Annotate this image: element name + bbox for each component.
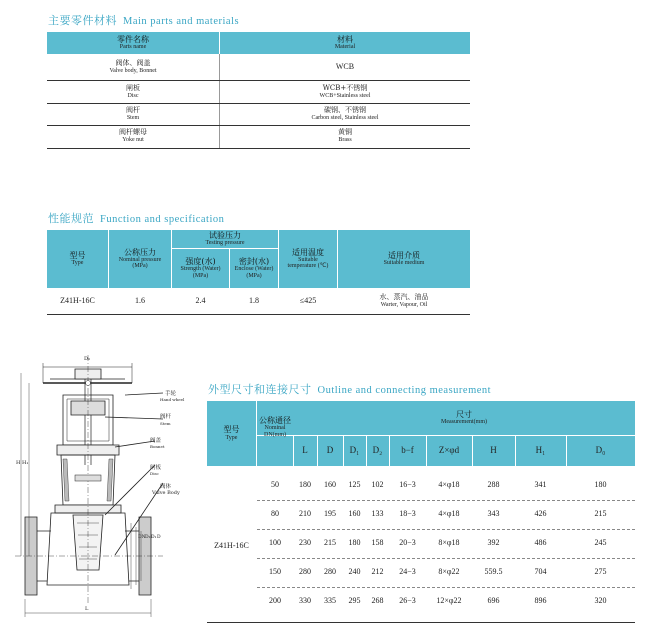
dims-col-header: D₂ <box>372 445 383 456</box>
material-en: WCB+Stainless steel <box>319 92 371 99</box>
dims-title-cn: 外型尺寸和连接尺寸 <box>208 383 312 396</box>
dims-col-header: D₁ <box>349 445 360 456</box>
dims-row-divider <box>257 587 635 588</box>
dims-value-cell: 4×φ18 <box>438 480 460 489</box>
dims-value-cell: 4×φ18 <box>438 509 460 518</box>
dims-value-cell: 8×φ18 <box>438 538 460 547</box>
materials-row-mat <box>220 56 470 78</box>
strength-header-unit: (MPa) <box>192 272 209 279</box>
dims-dn-cell: 50 <box>271 480 279 489</box>
dims-value-cell: 295 <box>348 596 361 605</box>
materials-row <box>47 82 219 102</box>
dims-bottom-rule <box>207 622 635 623</box>
dims-value-cell: 559.5 <box>484 567 503 576</box>
dims-value-cell: 212 <box>371 567 384 576</box>
seal-header-unit: (MPa) <box>246 272 262 279</box>
part-name-cn: 闸板 <box>126 84 140 93</box>
spec-header-seal <box>230 249 278 288</box>
dims-value-cell: 102 <box>371 480 384 489</box>
dim-label-d: D <box>157 535 161 540</box>
dims-value-cell: 320 <box>594 596 607 605</box>
dims-value-cell: 335 <box>324 596 336 605</box>
dims-col-header: b−f <box>401 445 414 456</box>
label-handwheel <box>165 389 176 397</box>
material-en: Carbon steel, Stainless steel <box>311 114 379 121</box>
seal-header-cn: 密封(水) <box>238 257 270 266</box>
dims-row-divider <box>257 500 635 501</box>
label-disc-cn: 闸板 <box>150 465 162 471</box>
dims-value-cell: 426 <box>534 509 547 518</box>
dims-value-cell: 160 <box>348 509 361 518</box>
temp-header-en1: Suitable <box>298 256 318 263</box>
dims-value-cell: 280 <box>324 567 336 576</box>
label-bonnet-en: Bonnet <box>150 444 165 449</box>
dims-value-cell: 125 <box>348 480 361 489</box>
dims-value-cell: 160 <box>324 480 336 489</box>
materials-title-en: Main parts and materials <box>123 16 240 27</box>
dims-dn-cell: 100 <box>269 538 281 547</box>
dims-value-cell: 16−3 <box>399 480 416 489</box>
material-cn: 碳钢、不锈钢 <box>324 106 366 115</box>
label-stem <box>160 412 171 420</box>
dims-col-header: H₁ <box>535 445 546 456</box>
model-header-cn: 型号 <box>69 250 86 260</box>
dims-value-cell: 280 <box>299 567 311 576</box>
dims-value-cell: 341 <box>534 480 547 489</box>
materials-row-mat <box>220 82 470 102</box>
material-cn: 黄铜 <box>338 128 352 137</box>
pressure-header-en: Nominal pressure <box>118 256 162 263</box>
medium-en: Warter, Vapour, Oil <box>380 301 428 308</box>
part-name-en: Stem <box>126 114 140 121</box>
spec-pressure: 1.6 <box>135 295 145 305</box>
dims-row-divider <box>257 529 635 530</box>
dims-value-cell: 240 <box>348 567 361 576</box>
dims-col-header: D₀ <box>595 445 606 456</box>
label-stem-en: Stem <box>160 421 171 426</box>
dims-value-cell: 180 <box>348 538 361 547</box>
dims-value-cell: 210 <box>299 509 311 518</box>
dims-value-cell: 8×φ22 <box>438 567 460 576</box>
dims-value-cell: 180 <box>594 480 607 489</box>
size-header-en: Measurement(mm) <box>441 419 487 426</box>
part-name-cn: 阀体、阀盖 <box>115 59 151 68</box>
test-header-en: Testing pressure <box>205 240 245 247</box>
materials-row-mat <box>220 126 470 146</box>
materials-row-mat <box>220 104 470 124</box>
seal-header-en: Enclose (Water) <box>234 266 274 273</box>
dims-dn-cell: 150 <box>269 567 281 576</box>
dims-col-header: D <box>326 445 334 456</box>
dims-value-cell: 486 <box>534 538 547 547</box>
model-header-en: Type <box>71 260 84 267</box>
part-name-en: Valve body, Bonnet <box>109 67 157 74</box>
label-body-en: Valve Body <box>152 490 180 496</box>
material-cn: WCB <box>335 61 355 71</box>
label-body <box>160 482 171 490</box>
dims-value-cell: 288 <box>487 480 500 489</box>
spec-header-strength <box>172 249 229 288</box>
spec-header-medium <box>338 230 470 288</box>
dims-value-cell: 20−3 <box>399 538 416 547</box>
dims-header-dn <box>257 401 293 466</box>
dims-value-cell: 392 <box>487 538 500 547</box>
parts-header-cn: 零件名称 <box>117 34 149 44</box>
spec-strength: 2.4 <box>195 295 206 305</box>
label-handwheel-en: Hand wheel <box>160 397 185 402</box>
medium-header-cn: 适用介质 <box>388 250 420 260</box>
materials-row <box>47 126 219 146</box>
dims-value-cell: 24−3 <box>399 567 416 576</box>
dim-label-d0: D₀ <box>84 356 91 362</box>
dims-model-header-cn: 型号 <box>223 425 240 435</box>
spec-header-temp <box>279 230 337 288</box>
medium-cn: 水、蒸汽、油品 <box>379 293 429 302</box>
dims-title <box>208 381 491 397</box>
label-disc <box>150 463 161 471</box>
dn-header-cn: 公称通径 <box>259 416 291 425</box>
dims-col-header: L <box>302 445 308 456</box>
spec-header-model <box>47 230 108 288</box>
dims-value-cell: 26−3 <box>399 596 416 605</box>
dim-label-h: H <box>16 460 21 466</box>
label-bonnet <box>150 436 161 444</box>
spec-seal: 1.8 <box>249 295 259 305</box>
spec-header-pressure <box>109 230 171 288</box>
dims-title-en: Outline and connecting measurement <box>317 385 492 396</box>
spec-title-en: Function and specification <box>100 214 225 225</box>
label-body-cn: 阀体 <box>160 484 172 490</box>
dim-label-h1: H₁ <box>22 460 29 466</box>
spec-header-test <box>172 230 278 248</box>
dims-value-cell: 215 <box>594 509 607 518</box>
spec-temp: ≤425 <box>299 295 317 305</box>
dn-header-en1: Nominal <box>264 425 286 432</box>
label-disc-en: Disc <box>150 471 159 476</box>
spec-model: Z41H-16C <box>60 295 95 305</box>
spec-title <box>48 210 224 226</box>
pressure-header-cn: 公称压力 <box>124 247 156 257</box>
medium-header-en: Suitable medium <box>383 260 425 267</box>
size-header-cn: 尺寸 <box>456 409 472 419</box>
dims-value-cell: 215 <box>324 538 336 547</box>
dims-value-cell: 245 <box>594 538 607 547</box>
pressure-header-unit: (MPa) <box>132 263 148 270</box>
label-bonnet-cn: 阀盖 <box>150 438 162 444</box>
label-handwheel-cn: 手轮 <box>165 391 177 397</box>
parts-header-en: Parts name <box>119 44 147 51</box>
dims-value-cell: 195 <box>324 509 336 518</box>
part-name-cn: 阀杆 <box>126 106 140 115</box>
dims-value-cell: 896 <box>534 596 547 605</box>
materials-row <box>47 56 219 78</box>
spec-medium <box>338 290 470 312</box>
dims-header-size <box>293 401 635 435</box>
material-header-cn: 材料 <box>337 34 353 44</box>
material-cn: WCB+不锈钢 <box>322 84 368 93</box>
dim-label-d1: D₁ <box>151 535 157 540</box>
dims-value-cell: 275 <box>594 567 607 576</box>
strength-header-en: Strength (Water) <box>180 266 221 273</box>
part-name-en: Yoke nut <box>122 136 144 143</box>
part-name-cn: 阀杆螺母 <box>119 128 147 137</box>
materials-header-parts <box>47 32 219 54</box>
materials-header-material <box>220 32 470 54</box>
dims-dn-cell: 80 <box>271 509 279 518</box>
dims-value-cell: 696 <box>487 596 500 605</box>
dim-label-d2: D₂ <box>145 535 151 540</box>
dims-model: Z41H-16C <box>214 540 249 550</box>
dims-value-cell: 18−3 <box>399 509 416 518</box>
temp-header-cn: 适用温度 <box>292 247 324 257</box>
material-en: Brass <box>338 136 352 143</box>
dims-header-model <box>207 401 256 466</box>
dim-label-l: L <box>85 606 89 612</box>
dims-value-cell: 704 <box>534 567 547 576</box>
dims-value-cell: 268 <box>371 596 384 605</box>
dims-value-cell: 180 <box>299 480 311 489</box>
spec-title-cn: 性能规范 <box>48 212 94 225</box>
temp-header-en2: temperature (℃) <box>287 263 329 270</box>
dn-header-en2: DN(mm) <box>264 431 286 438</box>
materials-title-cn: 主要零件材料 <box>48 14 117 27</box>
dims-value-cell: 12×φ22 <box>436 596 462 605</box>
part-name-en: Disc <box>127 92 139 99</box>
label-stem-cn: 阀杆 <box>160 414 172 420</box>
dims-col-header: Z×φd <box>438 445 460 456</box>
dims-model-header-en: Type <box>225 434 238 441</box>
dims-value-cell: 158 <box>371 538 384 547</box>
dims-value-cell: 343 <box>487 509 500 518</box>
dims-value-cell: 330 <box>299 596 311 605</box>
dims-row-divider <box>257 558 635 559</box>
dim-label-dn: DN <box>138 535 146 540</box>
test-header-cn: 试验压力 <box>209 230 241 240</box>
dims-value-cell: 133 <box>371 509 384 518</box>
strength-header-cn: 强度(水) <box>185 257 216 266</box>
materials-title <box>48 12 239 28</box>
dims-dn-cell: 200 <box>269 596 281 605</box>
dims-col-header: H <box>490 445 497 456</box>
dims-value-cell: 230 <box>299 538 311 547</box>
materials-row <box>47 104 219 124</box>
material-header-en: Material <box>334 44 356 51</box>
